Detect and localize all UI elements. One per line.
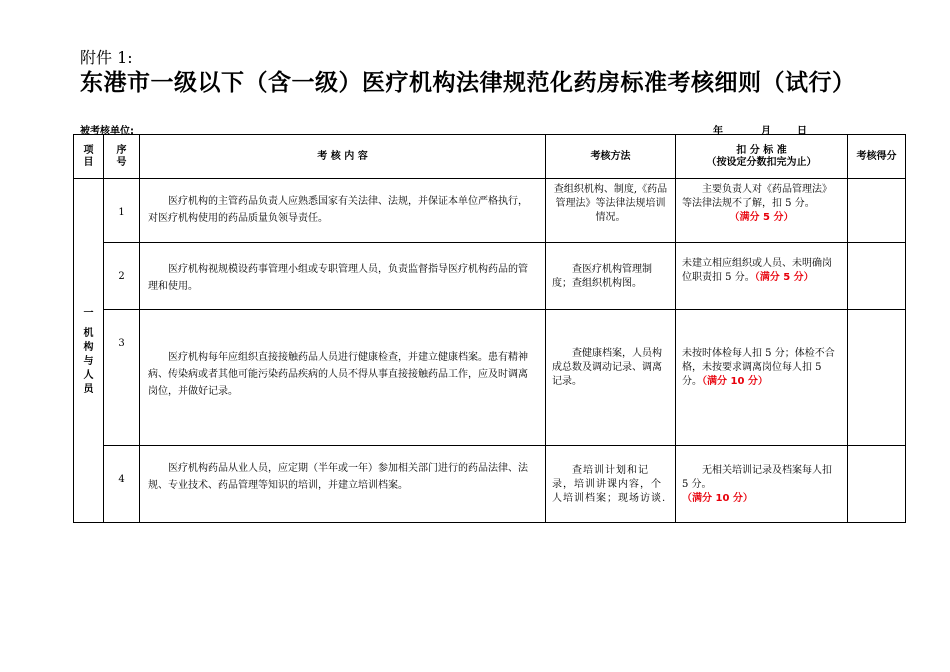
row-method: 查培训计划和记录，培训讲课内容，个人培训档案；现场访谈. [546, 446, 676, 523]
row-seq: 2 [104, 243, 140, 310]
row-deduction [676, 243, 848, 310]
deduction-text: 主要负责人对《药品管理法》等法律法规不了解，扣 5 分。 [682, 184, 832, 209]
row-deduction [676, 310, 848, 446]
header-deduction [676, 135, 848, 179]
row-score-cell[interactable] [848, 243, 906, 310]
category-number: 一 [83, 308, 94, 319]
header-method: 考核方法 [546, 135, 676, 179]
row-score-cell[interactable] [848, 179, 906, 243]
deduction-full-score: （满分 10 分） [682, 493, 753, 504]
category-name: 机构与人员 [83, 328, 94, 395]
deduction-text: 无相关培训记录及档案每人扣 5 分。 [682, 465, 832, 490]
category-cell [74, 179, 104, 523]
row-method: 查健康档案，人员构成总数及调动记录、调离记录。 [546, 310, 676, 446]
deduction-text: 未按时体检每人扣 5 分；体检不合格，未按要求调离岗位每人扣 5 分。 [682, 347, 835, 387]
row-method: 查组织机构、制度,《药品管理法》等法律法规培训情况。 [546, 179, 676, 243]
header-deduction-sub: （按设定分数扣完为止） [706, 156, 817, 168]
row-deduction [676, 179, 848, 243]
row-seq: 4 [104, 446, 140, 523]
year-label: 年 [713, 126, 723, 137]
assessment-table [73, 134, 906, 523]
table-row [74, 243, 906, 310]
deduction-full-score: （满分 5 分） [729, 212, 794, 223]
table-row [74, 446, 906, 523]
deduction-full-score: （满分 10 分） [702, 375, 768, 387]
month-label: 月 [761, 126, 771, 137]
row-score-cell[interactable] [848, 310, 906, 446]
row-content: 医疗机构的主管药品负责人应熟悉国家有关法律、法规，并保证本单位严格执行，对医疗机构使用的药品质量负领导责任。 [140, 179, 546, 243]
header-score: 考核得分 [848, 135, 906, 179]
row-method: 查医疗机构管理制度；查组织机构图。 [546, 243, 676, 310]
day-label: 日 [797, 126, 807, 137]
deduction-full-score: （满分 5 分） [754, 272, 814, 283]
table-row [74, 179, 906, 243]
header-content: 考 核 内 容 [140, 135, 546, 179]
header-deduction-title: 扣 分 标 准 [736, 144, 787, 156]
row-content: 医疗机构视规模设药事管理小组或专职管理人员，负责监督指导医疗机构药品的管理和使用。 [140, 243, 546, 310]
attachment-label: 附件 1: [80, 48, 133, 67]
row-seq: 1 [104, 179, 140, 243]
row-deduction [676, 446, 848, 523]
header-item: 项目 [74, 135, 104, 179]
table-header-row [74, 135, 906, 179]
assessed-unit-label: 被考核单位: [80, 126, 134, 137]
deduction-text: 未建立相应组织或人员、未明确岗位职责扣 5 分。 [682, 258, 832, 283]
table-row [74, 310, 906, 446]
document-title: 东港市一级以下（含一级）医疗机构法律规范化药房标准考核细则（试行） [80, 70, 856, 96]
row-score-cell[interactable] [848, 446, 906, 523]
row-content: 医疗机构药品从业人员，应定期（半年或一年）参加相关部门进行的药品法律、法规、专业技术、药品管理等知识的培训，并建立培训档案。 [140, 446, 546, 523]
header-seq: 序号 [104, 135, 140, 179]
row-content: 医疗机构每年应组织直接接触药品人员进行健康检查，并建立健康档案。患有精神病、传染病或者其他可能污染药品疾病的人员不得从事直接接触药品工作，应及时调离岗位，并做好记录。 [140, 310, 546, 446]
row-seq: 3 [104, 310, 140, 446]
